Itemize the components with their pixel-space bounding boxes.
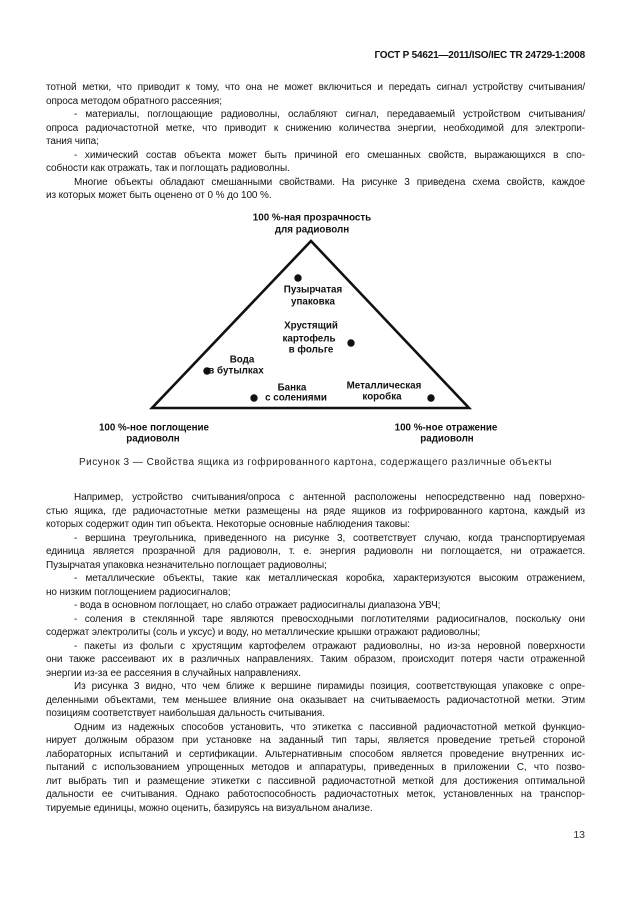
point-label-metal-box: Металлическая [346, 380, 422, 392]
text-line: они также рассеивают их в различных направлениях. Таким образом, происходит потеря части отраженной [46, 654, 585, 665]
point-label-bubble-wrap: упаковка [291, 296, 335, 308]
figure-caption: Рисунок 3 — Свойства ящика из гофрированного картона, содержащего различные объекты [79, 457, 552, 468]
point-label-chips-in-foil: картофель [282, 333, 336, 345]
text-line: деленными объектами, тем меньшее влияние она оказывает на считываемость радиочастотной метки. Этим [46, 694, 585, 706]
point-label-chips-in-foil: в фольге [288, 344, 334, 356]
point-label-bubble-wrap: Пузырчатая [283, 284, 343, 296]
text-line: лит выбрать тип и размещение этикетки с пассивной радиочастотной меткой для достижения оптимальной [46, 775, 585, 787]
text-line: Пузырчатая упаковка незначительно поглощает радиоволны; [46, 559, 327, 571]
corner-label-transparency: для радиоволн [274, 224, 350, 236]
text-line: энергии из-за ее рассеяния в случайных направлениях. [46, 667, 302, 679]
point-label-water-in-bottles: Вода [229, 354, 255, 366]
text-line: единица является прозрачной для радиоволн, т. е. энергия радиоволн ни поглощается, ни отражается. [46, 546, 585, 557]
text-line: Многие объекты обладают смешанными свойствами. На рисунке 3 приведена схема свойств, каждое [74, 176, 585, 188]
data-point-chips-in-foil [347, 339, 354, 346]
body-text-block-2 [46, 491, 585, 815]
document-number-header: ГОСТ Р 54621—2011/ISO/IEC TR 24729-1:2008 [374, 50, 585, 61]
point-label-pickle-jar: с солениями [265, 392, 327, 404]
corner-label-transparency: 100 %-ная прозрачность [252, 212, 372, 224]
corner-label-reflection: радиоволн [420, 433, 474, 445]
text-line: - вода в основном поглощает, но слабо отражает радиосигналы диапазона УВЧ; [74, 600, 441, 611]
body-text-block-1 [46, 81, 585, 203]
text-line: но низким поглощением радиосигналов; [46, 586, 231, 598]
data-point-metal-box [427, 394, 434, 401]
point-label-water-in-bottles: в бутылках [208, 365, 264, 377]
text-line: опроса радиочастотной метке, что приводит к снижению количества энергии, необходимой для электропи- [46, 122, 585, 134]
text-line: лабораторных испытаний и сертификации. Альтернативным способом является проведение внутренних ис- [46, 748, 585, 760]
figure-3-diagram [46, 210, 585, 446]
text-line: которых содержит один тип объекта. Некоторые основные наблюдения таковы: [46, 519, 410, 530]
text-line: дальности ее считывания. Однако работоспособность радиочастотных меток, установленных на транспор- [46, 789, 585, 800]
text-line: пытаний с использованием упрощенных методов и аппаратуры, приведенных в приложении С, что позво- [46, 762, 585, 773]
page-number: 13 [573, 829, 585, 841]
corner-label-reflection: 100 %-ное отражение [394, 422, 498, 434]
text-line: содержат электролиты (соль и уксус) и воду, но металлические крышки отражают радиоволны; [46, 627, 481, 638]
corner-label-absorption: 100 %-ное поглощение [98, 422, 210, 434]
text-line: Одним из надежных способов установить, что этикетка с пассивной радиочастотной меткой функцио- [74, 721, 585, 733]
text-line: собности как отражать, так и поглощать радиоволны. [46, 163, 290, 174]
text-line: нирует должным образом при установке на заданный тип тары, является проведение третьей стороной [46, 735, 585, 746]
triangle-properties-diagram [46, 210, 585, 446]
text-line: - соления в стеклянной таре являются превосходными поглотителями радиосигналов, поскольку они [74, 613, 585, 625]
text-line: - пакеты из фольги с хрустящим картофелем отражают радиоволны, но из-за неровной поверхности [74, 640, 585, 652]
text-line: Из рисунка 3 видно, что чем ближе к вершине пирамиды позиция, соответствующая упаковке с опре- [74, 681, 585, 692]
text-line: тания чипа; [46, 136, 99, 147]
text-line: стью ящика, где радиочастотные метки размещены на ряде ящиков из гофрированного картона, каждый из [46, 505, 585, 517]
text-line: опроса методом обратного рассеяния; [46, 95, 222, 107]
text-line: позициям соответствует наибольшая дальность считывания. [46, 708, 325, 719]
text-line: тируемые единицы, можно оценить, базируясь на визуальном анализе. [46, 802, 373, 814]
data-point-bubble-wrap [294, 274, 301, 281]
point-label-metal-box: коробка [362, 391, 402, 403]
point-label-pickle-jar: Банка [277, 382, 307, 394]
text-line: Например, устройство считывания/опроса с антенной расположены непосредственно над поверхно- [74, 492, 585, 503]
text-line: из которых может быть оценено от 0 % до 100 %. [46, 190, 272, 201]
text-line: - вершина треугольника, приведенного на рисунке 3, соответствует случаю, когда транспортируемая [74, 532, 585, 544]
text-line: - материалы, поглощающие радиоволны, ослабляют сигнал, передаваемый устройством считывания/ [74, 109, 585, 120]
text-line: тотной метки, что приводит к тому, что она не может включиться и передать сигнал устройству считывания/ [46, 82, 585, 93]
point-label-chips-in-foil: Хрустящий [284, 320, 338, 332]
text-line: - металлические объекты, такие как металлическая коробка, характеризуются высоким отражением, [74, 573, 585, 584]
data-point-pickle-jar [250, 394, 257, 401]
corner-label-absorption: радиоволн [126, 433, 180, 445]
text-line: - химический состав объекта может быть причиной его смешанных свойств, выражающихся в спо- [74, 149, 585, 161]
